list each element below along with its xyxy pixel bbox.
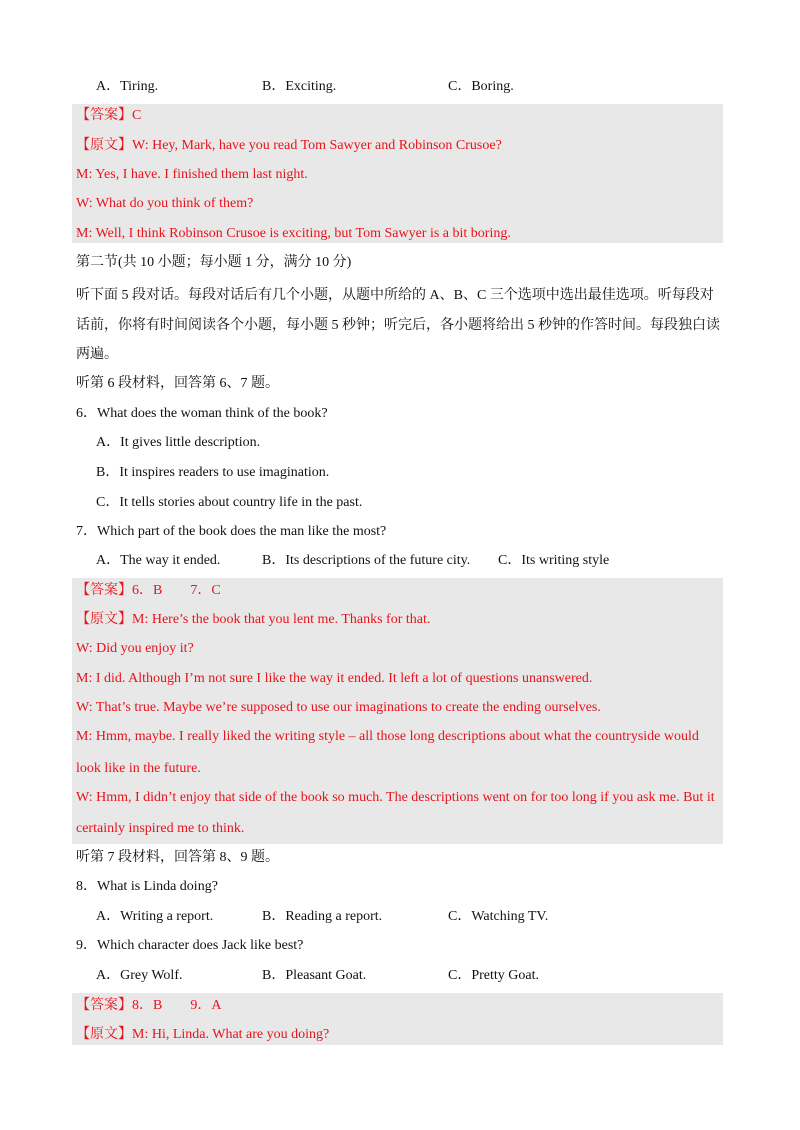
transcript-line: 【原文】M: Hi, Linda. What are you doing? (76, 1027, 330, 1042)
material-intro: 听第 7 段材料，回答第 8、9 题。 (76, 850, 279, 865)
q6-option-a: A．It gives little description. (96, 435, 261, 450)
q5-option-b: B．Exciting. (262, 79, 337, 94)
q5-transcript-line: W: What do you think of them? (76, 196, 254, 211)
instructions-line: 听下面 5 段对话。每段对话后有几个小题，从题中所给的 A、B、C 三个选项中选出最佳选项。听每段对 (76, 288, 714, 303)
q6-option-c: C．It tells stories about country life in the past. (96, 495, 363, 510)
transcript-line: W: That’s true. Maybe we’re supposed to use our imaginations to create the ending ourselves. (76, 700, 601, 715)
q5-transcript-line: 【原文】W: Hey, Mark, have you read Tom Sawyer and Robinson Crusoe? (76, 138, 502, 153)
q8-option-a: A．Writing a report. (96, 909, 214, 924)
instructions-line: 两遍。 (76, 347, 118, 362)
question-9-stem: 9．Which character does Jack like best? (76, 938, 304, 953)
answer-8-9: 【答案】8．B 9．A (76, 998, 222, 1013)
transcript-line: W: Did you enjoy it? (76, 641, 194, 656)
q9-option-b: B．Pleasant Goat. (262, 968, 367, 983)
q7-option-c: C．Its writing style (498, 553, 610, 568)
q7-option-b: B．Its descriptions of the future city. (262, 553, 471, 568)
q9-option-c: C．Pretty Goat. (448, 968, 539, 983)
q5-option-c: C．Boring. (448, 79, 514, 94)
q7-option-a: A．The way it ended. (96, 553, 221, 568)
transcript-line: look like in the future. (76, 761, 201, 776)
question-6-stem: 6．What does the woman think of the book? (76, 406, 328, 421)
q9-option-a: A．Grey Wolf. (96, 968, 183, 983)
transcript-line: certainly inspired me to think. (76, 821, 245, 836)
answer-6-7: 【答案】6．B 7．C (76, 583, 221, 598)
transcript-line: 【原文】M: Here’s the book that you lent me. Thanks for that. (76, 612, 431, 627)
transcript-line: W: Hmm, I didn’t enjoy that side of the book so much. The descriptions went on for too long if you ask me. But it (76, 790, 715, 805)
transcript-line: M: I did. Although I’m not sure I like the way it ended. It left a lot of questions unanswered. (76, 671, 593, 686)
q6-option-b: B．It inspires readers to use imagination. (96, 465, 330, 480)
question-7-stem: 7．Which part of the book does the man like the most? (76, 524, 387, 539)
q5-answer: 【答案】C (76, 108, 142, 123)
section-heading: 第二节(共 10 小题；每小题 1 分，满分 10 分) (76, 255, 352, 270)
q8-option-b: B．Reading a report. (262, 909, 383, 924)
transcript-line: M: Hmm, maybe. I really liked the writing style – all those long descriptions about what the countryside would (76, 729, 699, 744)
q5-transcript-line: M: Well, I think Robinson Crusoe is exciting, but Tom Sawyer is a bit boring. (76, 226, 511, 241)
q5-option-a: A．Tiring. (96, 79, 159, 94)
q8-option-c: C．Watching TV. (448, 909, 549, 924)
material-intro: 听第 6 段材料，回答第 6、7 题。 (76, 376, 279, 391)
question-8-stem: 8．What is Linda doing? (76, 879, 218, 894)
q5-transcript-line: M: Yes, I have. I finished them last night. (76, 167, 308, 182)
instructions-line: 话前，你将有时间阅读各个小题，每小题 5 秒钟；听完后，各小题将给出 5 秒钟的作答时间。每段独白读 (76, 318, 720, 333)
